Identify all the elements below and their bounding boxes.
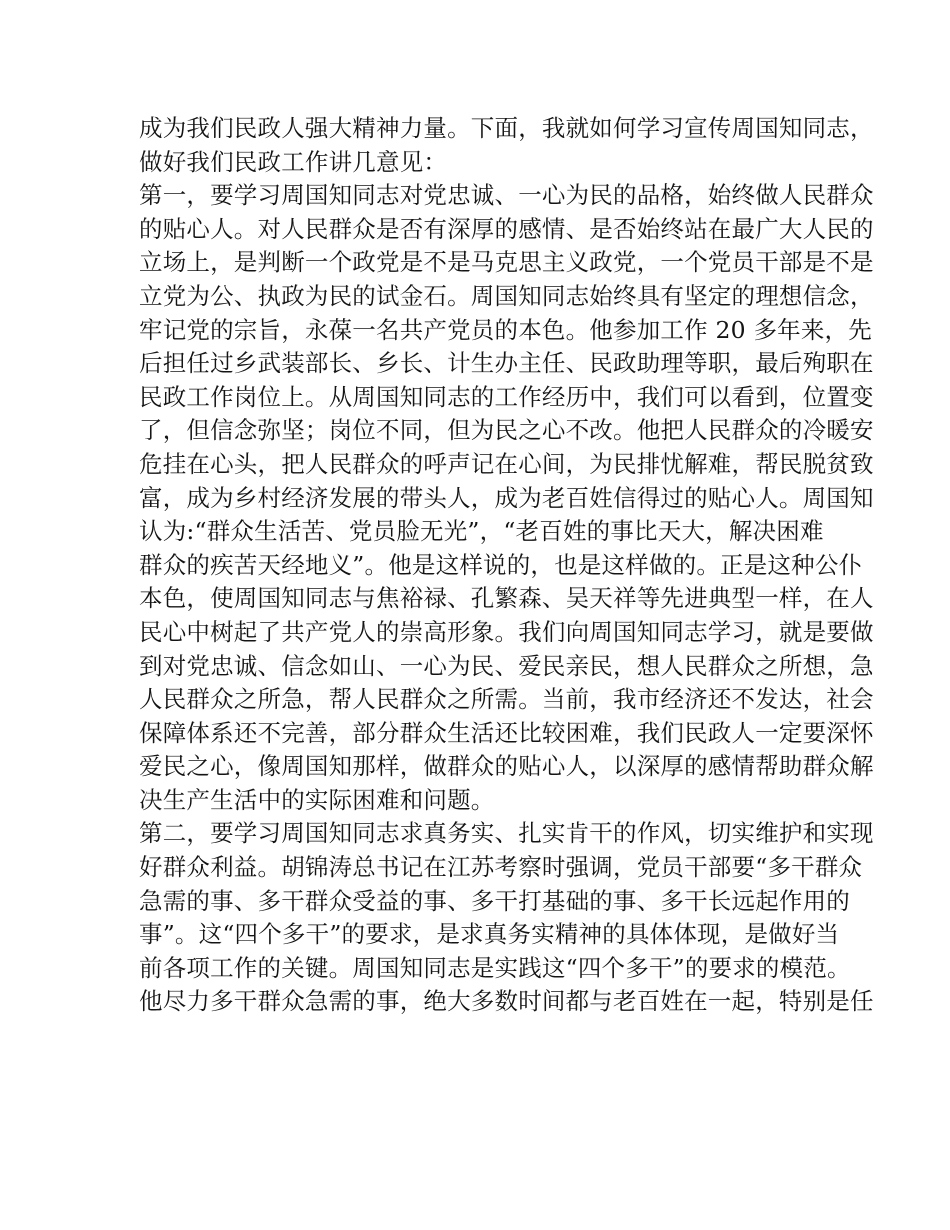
text-line: 第一，要学习周国知同志对党忠诚、一心为民的品格，始终做人民群众 [139, 181, 874, 210]
text-line: 认为:“群众生活苦、党员脸无光”，“老百姓的事比天大，解决困难 [139, 517, 824, 546]
text-line: 决生产生活中的实际困难和问题。 [139, 785, 495, 814]
body-text [139, 112, 874, 1019]
text-line: 第二，要学习周国知同志求真务实、扎实肯干的作风，切实维护和实现 [139, 819, 874, 848]
text-line: 成为我们民政人强大精神力量。下面，我就如何学习宣传周国知同志， [139, 114, 874, 142]
text-line: 前各项工作的关键。周国知同志是实践这“四个多干”的要求的模范。 [139, 953, 851, 982]
text-line: 后担任过乡武装部长、乡长、计生办主任、民政助理等职，最后殉职在 [139, 349, 874, 378]
text-line: 好群众利益。胡锦涛总书记在江苏考察时强调，党员干部要“多干群众 [139, 853, 863, 882]
text-line: 危挂在心头，把人民群众的呼声记在心间，为民排忧解难，帮民脱贫致 [139, 449, 874, 478]
text-line: 到对党忠诚、信念如山、一心为民、爱民亲民，想人民群众之所想，急 [139, 651, 874, 680]
text-line: 人民群众之所急，帮人民群众之所需。当前，我市经济还不发达，社会 [139, 685, 874, 714]
text-line: 事”。这“四个多干”的要求，是求真务实精神的具体体现，是做好当 [139, 920, 840, 949]
text-line: 富，成为乡村经济发展的带头人，成为老百姓信得过的贴心人。周国知 [139, 483, 874, 512]
text-line: 群众的疾苦天经地义”。他是这样说的，也是这样做的。正是这种公仆 [139, 550, 863, 579]
text-line: 民政工作岗位上。从周国知同志的工作经历中，我们可以看到，位置变 [139, 382, 874, 411]
text-line: 牢记党的宗旨，永葆一名共产党员的本色。他参加工作 20 多年来，先 [139, 315, 872, 344]
text-line: 立场上，是判断一个政党是不是马克思主义政党，一个党员干部是不是 [139, 248, 874, 277]
text-line: 立党为公、执政为民的试金石。周国知同志始终具有坚定的理想信念， [139, 281, 874, 310]
text-line: 的贴心人。对人民群众是否有深厚的感情、是否始终站在最广大人民的 [139, 214, 874, 243]
text-line: 了，但信念弥坚；岗位不同，但为民之心不改。他把人民群众的冷暖安 [139, 416, 874, 445]
text-line: 爱民之心，像周国知那样，做群众的贴心人，以深厚的感情帮助群众解 [139, 752, 874, 781]
text-line: 本色，使周国知同志与焦裕禄、孔繁森、吴天祥等先进典型一样，在人 [139, 584, 874, 613]
text-line: 民心中树起了共产党人的崇高形象。我们向周国知同志学习，就是要做 [139, 617, 874, 646]
text-line: 急需的事、多干群众受益的事、多干打基础的事、多干长远起作用的 [139, 886, 850, 915]
text-line: 保障体系还不完善，部分群众生活还比较困难，我们民政人一定要深怀 [139, 718, 874, 747]
text-line: 他尽力多干群众急需的事，绝大多数时间都与老百姓在一起，特别是任 [139, 987, 874, 1016]
text-line: 做好我们民政工作讲几意见： [139, 147, 448, 176]
